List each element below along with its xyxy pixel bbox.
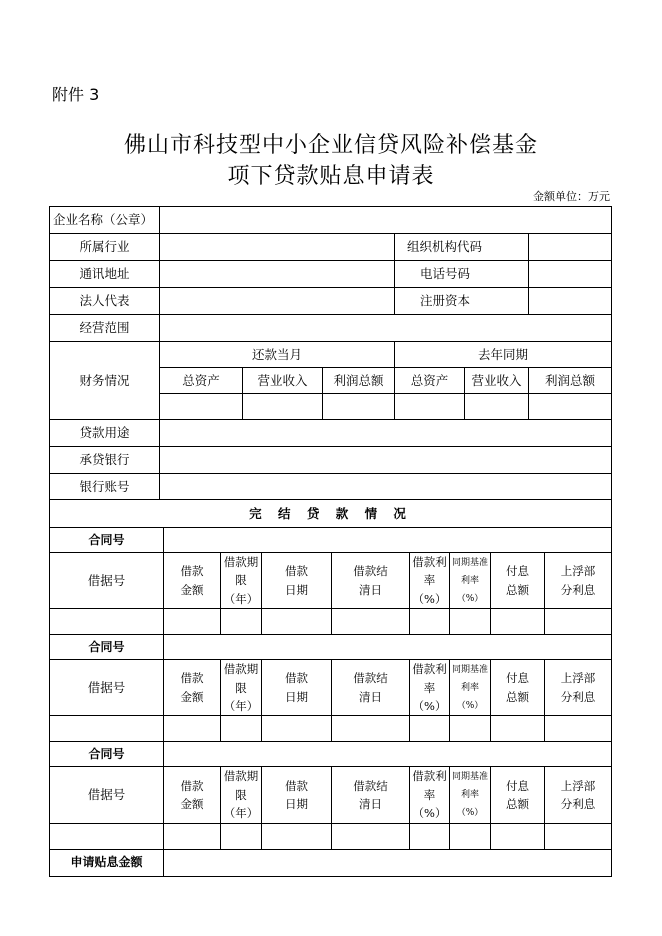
loan-amount-field[interactable]: [164, 609, 221, 635]
contract-no-field[interactable]: [164, 742, 612, 767]
reg-capital-label: 注册资本: [395, 288, 529, 315]
apply-amount-field[interactable]: [164, 849, 612, 876]
finance-col-header: 营业收入: [243, 368, 323, 394]
interest-total-field[interactable]: [491, 823, 545, 849]
finance-value-field[interactable]: [323, 394, 395, 420]
settle-date-field[interactable]: [332, 716, 410, 742]
legal-rep-field[interactable]: [160, 288, 395, 315]
phone-field[interactable]: [529, 261, 612, 288]
finance-col-header: 总资产: [395, 368, 465, 394]
float-interest-field[interactable]: [545, 823, 612, 849]
col-float-interest: 上浮部 分利息: [545, 767, 612, 823]
col-settle-date: 借款结 清日: [332, 767, 410, 823]
col-loan-date: 借款 日期: [262, 767, 332, 823]
base-rate-field[interactable]: [450, 609, 491, 635]
base-rate-field[interactable]: [450, 716, 491, 742]
finance-value-field[interactable]: [160, 394, 243, 420]
loan-rate-field[interactable]: [410, 823, 450, 849]
loan-purpose-field[interactable]: [160, 420, 612, 447]
settle-date-field[interactable]: [332, 609, 410, 635]
finance-label: 财务情况: [50, 342, 160, 420]
loan-receipt-label: 借据号: [50, 767, 164, 823]
col-float-interest: 上浮部 分利息: [545, 660, 612, 716]
completed-loans-table: [49, 499, 612, 877]
col-loan-term: 借款期 限（年）: [221, 553, 262, 609]
unit-note: 金额单位：万元: [533, 190, 610, 203]
industry-field[interactable]: [160, 234, 395, 261]
loan-term-field[interactable]: [221, 609, 262, 635]
col-loan-amount: 借款 金额: [164, 767, 221, 823]
col-loan-amount: 借款 金额: [164, 660, 221, 716]
col-loan-date: 借款 日期: [262, 553, 332, 609]
org-code-label: 组织机构代码: [395, 234, 529, 261]
contract-no-label: 合同号: [50, 528, 164, 553]
settle-date-field[interactable]: [332, 823, 410, 849]
loan-date-field[interactable]: [262, 823, 332, 849]
col-loan-date: 借款 日期: [262, 660, 332, 716]
finance-col-header: 总资产: [160, 368, 243, 394]
industry-label: 所属行业: [50, 234, 160, 261]
col-interest-total: 付息 总额: [491, 553, 545, 609]
form-title-line1: 佛山市科技型中小企业信贷风险补偿基金: [123, 133, 538, 158]
address-field[interactable]: [160, 261, 395, 288]
company-info-table: [49, 206, 612, 500]
loan-amount-field[interactable]: [164, 823, 221, 849]
col-interest-total: 付息 总额: [491, 660, 545, 716]
company-name-field[interactable]: [160, 207, 612, 234]
col-loan-rate: 借款利 率（%）: [410, 767, 450, 823]
org-code-field[interactable]: [529, 234, 612, 261]
col-settle-date: 借款结 清日: [332, 553, 410, 609]
lending-bank-field[interactable]: [160, 447, 612, 474]
col-base-rate: 同期基准 利率（%）: [450, 553, 491, 609]
contract-no-field[interactable]: [164, 635, 612, 660]
loan-date-field[interactable]: [262, 609, 332, 635]
col-float-interest: 上浮部 分利息: [545, 553, 612, 609]
interest-total-field[interactable]: [491, 609, 545, 635]
loan-date-field[interactable]: [262, 716, 332, 742]
loan-term-field[interactable]: [221, 716, 262, 742]
interest-total-field[interactable]: [491, 716, 545, 742]
loan-receipt-label: 借据号: [50, 660, 164, 716]
finance-value-field[interactable]: [529, 394, 612, 420]
loan-receipt-field[interactable]: [50, 609, 164, 635]
contract-no-label: 合同号: [50, 635, 164, 660]
finance-current-label: 还款当月: [160, 342, 395, 368]
col-loan-rate: 借款利 率（%）: [410, 660, 450, 716]
form-title-line2: 项下贷款贴息申请表: [227, 164, 435, 189]
finance-last-year-label: 去年同期: [395, 342, 612, 368]
loan-purpose-label: 贷款用途: [50, 420, 160, 447]
contract-no-label: 合同号: [50, 742, 164, 767]
loan-receipt-field[interactable]: [50, 823, 164, 849]
finance-col-header: 利润总额: [529, 368, 612, 394]
col-loan-amount: 借款 金额: [164, 553, 221, 609]
col-loan-term: 借款期 限（年）: [221, 660, 262, 716]
apply-amount-label: 申请贴息金额: [50, 849, 164, 876]
scope-field[interactable]: [160, 315, 612, 342]
col-interest-total: 付息 总额: [491, 767, 545, 823]
loan-amount-field[interactable]: [164, 716, 221, 742]
base-rate-field[interactable]: [450, 823, 491, 849]
finance-col-header: 营业收入: [465, 368, 529, 394]
loan-rate-field[interactable]: [410, 716, 450, 742]
section-title: 完 结 贷 款 情 况: [50, 500, 612, 528]
lending-bank-label: 承贷银行: [50, 447, 160, 474]
contract-no-field[interactable]: [164, 528, 612, 553]
loan-receipt-label: 借据号: [50, 553, 164, 609]
legal-rep-label: 法人代表: [50, 288, 160, 315]
scope-label: 经营范围: [50, 315, 160, 342]
bank-account-field[interactable]: [160, 474, 612, 500]
finance-value-field[interactable]: [395, 394, 465, 420]
finance-value-field[interactable]: [243, 394, 323, 420]
loan-receipt-field[interactable]: [50, 716, 164, 742]
address-label: 通讯地址: [50, 261, 160, 288]
finance-col-header: 利润总额: [323, 368, 395, 394]
reg-capital-field[interactable]: [529, 288, 612, 315]
float-interest-field[interactable]: [545, 609, 612, 635]
attachment-label: 附件 3: [52, 85, 100, 104]
col-base-rate: 同期基准 利率（%）: [450, 660, 491, 716]
company-name-label: 企业名称（公章）: [50, 207, 160, 234]
bank-account-label: 银行账号: [50, 474, 160, 500]
col-settle-date: 借款结 清日: [332, 660, 410, 716]
loan-rate-field[interactable]: [410, 609, 450, 635]
col-loan-term: 借款期 限（年）: [221, 767, 262, 823]
finance-value-field[interactable]: [465, 394, 529, 420]
col-base-rate: 同期基准 利率（%）: [450, 767, 491, 823]
col-loan-rate: 借款利 率（%）: [410, 553, 450, 609]
phone-label: 电话号码: [395, 261, 529, 288]
float-interest-field[interactable]: [545, 716, 612, 742]
loan-term-field[interactable]: [221, 823, 262, 849]
